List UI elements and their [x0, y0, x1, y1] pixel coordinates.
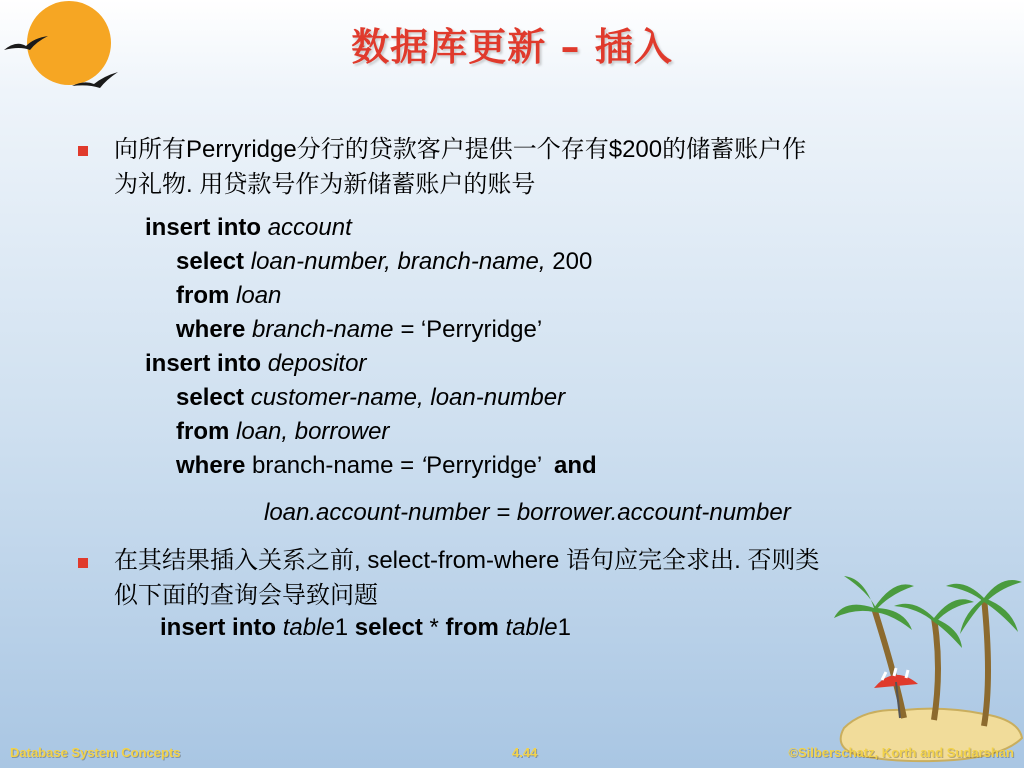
keyword-select: select	[354, 614, 423, 641]
footer-copyright: ©Silberschatz, Korth and Sudarshan	[788, 745, 1014, 760]
bullet-2-line1-c: 否则类	[747, 546, 820, 574]
bullet-1-line2-a: 为礼物	[114, 170, 186, 198]
red-square-bullet-icon	[78, 146, 88, 156]
keyword-select: select	[176, 384, 245, 411]
bullet-1-line2-b: 用贷款号作为新储蓄账户的账号	[199, 170, 536, 198]
where-attribute: branch-name =	[252, 452, 421, 479]
quote-mark: ‘	[420, 452, 427, 479]
keyword-from: from	[176, 282, 230, 309]
select-attributes: loan-number, branch-name,	[250, 248, 546, 275]
bullet-1-branch: Perryridge	[186, 136, 297, 163]
code-line-problem	[160, 613, 571, 643]
code-line-3	[176, 281, 281, 311]
join-condition: loan.account-number = borrower.account-number	[264, 499, 791, 526]
code-line-8	[176, 451, 597, 481]
bullet-1-line1-b: 分行的贷款客户提供一个存有	[296, 135, 609, 163]
table-number: 1	[334, 614, 349, 641]
palm-island-with-umbrella-icon	[834, 568, 1024, 768]
keyword-select: select	[176, 248, 245, 275]
bullet-marker	[74, 552, 90, 568]
star-token: *	[422, 614, 446, 641]
keyword-insert-into: insert into	[145, 350, 262, 377]
keyword-where: where	[176, 316, 246, 343]
keyword-insert-into: insert into	[160, 614, 277, 641]
keyword-from: from	[176, 418, 230, 445]
keyword-where: where	[176, 452, 246, 479]
where-value: ‘Perryridge’	[420, 316, 543, 343]
code-line-7	[176, 417, 389, 447]
from-relation: loan	[236, 282, 282, 309]
bullet-2-line1-en: , select-from-where	[354, 547, 567, 574]
footer-slide-number: 4.44	[512, 745, 538, 760]
relation-name: depositor	[267, 350, 367, 377]
table-number: 1	[557, 614, 571, 641]
code-line-1	[145, 213, 352, 243]
bullet-1-line1-a: 向所有	[114, 135, 186, 163]
red-square-bullet-icon	[78, 558, 88, 568]
bullet-2-line1-sep: .	[734, 547, 748, 574]
constant-value: 200	[552, 248, 593, 275]
keyword-and: and	[553, 452, 597, 479]
select-attributes: customer-name, loan-number	[250, 384, 566, 411]
code-line-4	[176, 315, 542, 345]
keyword-insert-into: insert into	[145, 214, 262, 241]
where-value: Perryridge’	[426, 452, 542, 479]
bullet-2-line1-b: 语句应完全求出	[566, 546, 735, 574]
bullet-1-text	[114, 132, 964, 202]
code-line-5	[145, 349, 366, 379]
table-name: table	[282, 614, 335, 641]
bullet-1-line2-sep: .	[186, 171, 200, 198]
keyword-from: from	[445, 614, 499, 641]
where-attribute: branch-name =	[252, 316, 415, 343]
footer-course-title: Database System Concepts	[10, 745, 181, 760]
bullet-2-line2: 似下面的查询会导致问题	[114, 581, 378, 609]
code-line-6	[176, 383, 565, 413]
code-line-2	[176, 247, 592, 277]
bullet-1-amount: $200	[608, 136, 663, 163]
from-relations: loan, borrower	[236, 418, 390, 445]
bullet-1-line1-c: 的储蓄账户作	[662, 135, 807, 163]
bullet-marker	[74, 140, 90, 156]
relation-name: account	[267, 214, 352, 241]
bullet-2-line1-a: 在其结果插入关系之前	[114, 546, 354, 574]
table-name: table	[505, 614, 558, 641]
slide-title: 数据库更新 – 插入	[351, 25, 673, 69]
code-line-9	[264, 498, 791, 528]
